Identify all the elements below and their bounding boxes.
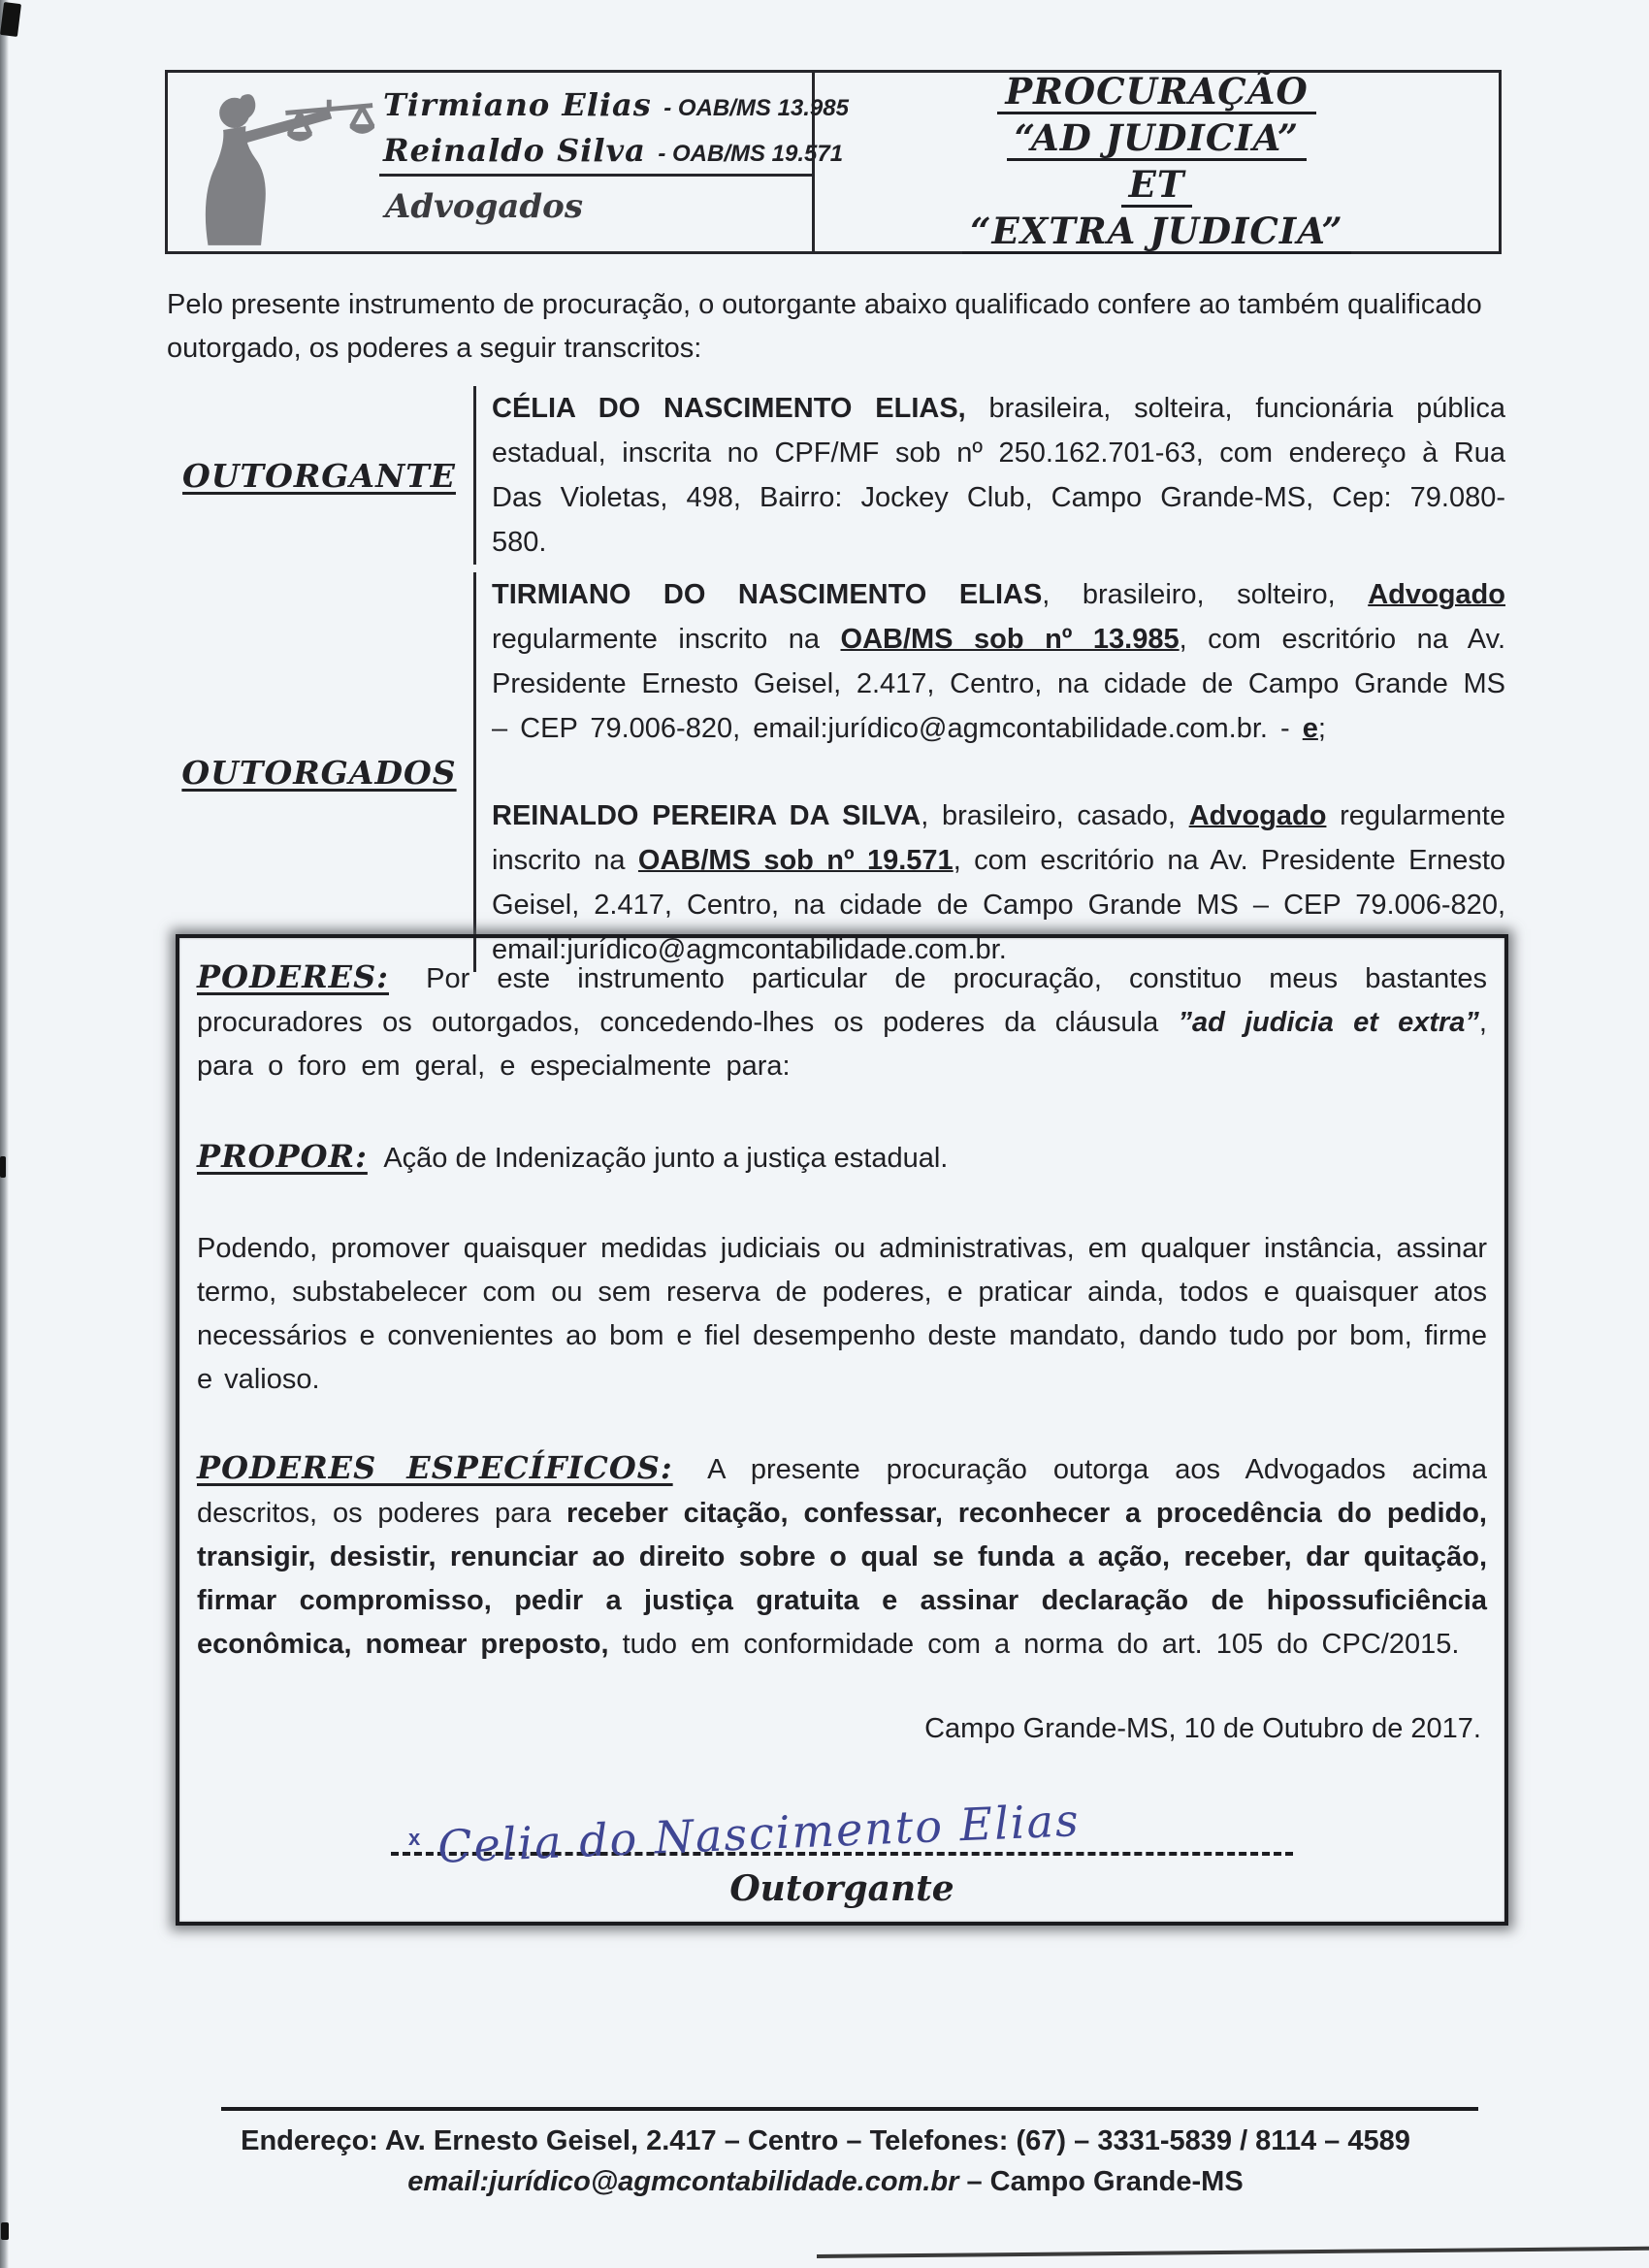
signature-line bbox=[391, 1784, 1293, 1873]
outorgante-paragraph bbox=[492, 386, 1505, 565]
attorney-names bbox=[383, 82, 849, 174]
outorgado-role: Advogado bbox=[1368, 579, 1505, 610]
poderes-especificos-label: PODERES ESPECÍFICOS: bbox=[197, 1449, 673, 1486]
outorgante-details: brasileira, solteira, funcionária pública estadual, inscrita no CPF/MF sob nº 250.162.701-63, com endereço à Rua Das Violetas, 498, Bairro: Jockey Club, Campo Grande-MS, Cep: 79.080-580. bbox=[492, 393, 1505, 558]
outorgante-text-cell bbox=[476, 386, 1505, 565]
intro-paragraph: Pelo presente instrumento de procuração, o outorgante abaixo qualificado confere ao também qualificado outorgado, os poderes a seguir transcritos: bbox=[167, 289, 1482, 364]
scan-mark bbox=[0, 2, 21, 37]
poderes-text: Por este instrumento particular de procuração, constituo meus bastantes procuradores os outorgados, concedendo-lhes os poderes da cláusula bbox=[197, 963, 1487, 1038]
document-title-line: “AD JUDICIA” bbox=[1007, 118, 1307, 161]
especificos-text: A presente procuração outorga aos Advogados acima descritos, os poderes para bbox=[197, 1454, 1487, 1529]
especificos-text-end: tudo em conformidade com a norma do art. 105 do CPC/2015. bbox=[608, 1629, 1460, 1660]
footer-rule bbox=[221, 2107, 1478, 2111]
podendo-paragraph: Podendo, promover quaisquer medidas judiciais ou administrativas, em qualquer instância, assinar termo, substabelecer com ou sem reserva de poderes, e praticar ainda, todos e quaisquer atos necessários e convenientes ao bom e fiel desempenho deste mandato, dando tudo por bom, firme e valioso. bbox=[197, 1233, 1487, 1395]
outorgado-paragraph bbox=[492, 572, 1505, 751]
document-title-block bbox=[812, 70, 1499, 252]
letterhead bbox=[165, 70, 1502, 254]
poderes-paragraph bbox=[197, 956, 1487, 1088]
scan-mark bbox=[1, 2222, 9, 2240]
scan-edge-strip bbox=[0, 0, 9, 2268]
attorney-name: Reinaldo Silva bbox=[383, 132, 646, 169]
outorgado-oab: OAB/MS sob nº 13.985 bbox=[840, 624, 1180, 655]
outorgados-label: OUTORGADOS bbox=[181, 753, 457, 792]
outorgado-name: REINALDO PEREIRA DA SILVA bbox=[492, 800, 922, 831]
outorgado-segment: regularmente inscrito na bbox=[492, 800, 1505, 876]
attorney-name: Tirmiano Elias bbox=[383, 86, 652, 123]
outorgado-role: Advogado bbox=[1188, 800, 1327, 831]
attorney-oab-number: - OAB/MS 19.571 bbox=[658, 141, 844, 167]
scan-mark bbox=[0, 1156, 6, 1178]
letterhead-left bbox=[168, 73, 849, 251]
signature-block bbox=[197, 1784, 1487, 1911]
handwritten-signature: Celia do Nascimento Elias bbox=[436, 1794, 1082, 1873]
footer-email-line bbox=[155, 2161, 1496, 2202]
outorgante-label: OUTORGANTE bbox=[182, 456, 456, 495]
outorgado-name: TIRMIANO DO NASCIMENTO ELIAS bbox=[492, 579, 1043, 610]
outorgado-tail: e bbox=[1302, 713, 1318, 744]
propor-text: Ação de Indenização junto a justiça estadual. bbox=[376, 1143, 949, 1174]
outorgado-segment: regularmente inscrito na bbox=[492, 624, 841, 655]
document-title-line: ET bbox=[1121, 165, 1193, 208]
footer-email: email:jurídico@agmcontabilidade.com.br bbox=[407, 2166, 959, 2197]
footer-city: – Campo Grande-MS bbox=[958, 2166, 1244, 2197]
dateline: Campo Grande-MS, 10 de Outubro de 2017. bbox=[924, 1713, 1481, 1744]
propor-paragraph bbox=[197, 1135, 1487, 1181]
footer bbox=[155, 2121, 1496, 2202]
poderes-especificos-paragraph bbox=[197, 1446, 1487, 1667]
signature-x-mark: x bbox=[408, 1826, 421, 1850]
outorgante-label-cell bbox=[165, 386, 476, 565]
outorgado-oab: OAB/MS sob nº 19.571 bbox=[637, 845, 954, 876]
poderes-clause: ”ad judicia et extra” bbox=[1178, 1007, 1479, 1038]
outorgado-segment: , com escritório na Av. Presidente Ernesto Geisel, 2.417, Centro, na cidade de Campo Grande MS – CEP 79.006-820, email:jurídico@agmcontabilidade.com.br. - bbox=[492, 624, 1506, 744]
propor-label: PROPOR: bbox=[197, 1138, 368, 1175]
attorney-line bbox=[383, 128, 849, 174]
outorgante-section bbox=[165, 386, 1505, 565]
signature-role-label: Outorgante bbox=[729, 1868, 954, 1909]
lady-justice-scales-icon bbox=[187, 82, 376, 249]
scan-paper-edge bbox=[817, 2247, 1649, 2258]
outorgado-segment: , brasileiro, solteiro, bbox=[1042, 579, 1369, 610]
poderes-label: PODERES: bbox=[197, 958, 389, 995]
firm-label: Advogados bbox=[385, 187, 583, 226]
outorgados-label-cell bbox=[165, 572, 476, 972]
outorgante-name: CÉLIA DO NASCIMENTO ELIAS, bbox=[492, 393, 966, 424]
outorgados-text-cell bbox=[476, 572, 1505, 972]
especificos-bold-powers: receber citação, confessar, reconhecer a procedência do pedido, transigir, desistir, renunciar ao direito sobre o qual se funda a ação, receber, dar quitação, firmar compromisso, pedir a justiça gratuita e assinar declaração de hipossuficiência econômica, nomear preposto, bbox=[197, 1498, 1487, 1660]
attorney-oab-number: - OAB/MS 13.985 bbox=[663, 95, 849, 121]
outorgado-segment: , com escritório na Av. Presidente Ernesto Geisel, 2.417, Centro, na cidade de Campo Grande MS – CEP 79.006-820, email:jurídico@agmcontabilidade.com.br. bbox=[492, 845, 1506, 965]
document-title-line: “EXTRA JUDICIA” bbox=[962, 211, 1351, 254]
outorgado-tail-end: ; bbox=[1317, 713, 1326, 744]
poderes-text-end: , para o foro em geral, e especialmente para: bbox=[197, 1007, 1487, 1082]
letterhead-divider bbox=[379, 174, 812, 177]
footer-address-line: Endereço: Av. Ernesto Geisel, 2.417 – Centro – Telefones: (67) – 3331-5839 / 8114 – 4589 bbox=[241, 2125, 1410, 2156]
powers-box bbox=[176, 934, 1508, 1926]
outorgados-section bbox=[165, 572, 1505, 972]
outorgado-segment: , brasileiro, casado, bbox=[921, 800, 1189, 831]
attorney-line bbox=[383, 82, 849, 128]
document-title-line: PROCURAÇÃO bbox=[997, 72, 1315, 114]
